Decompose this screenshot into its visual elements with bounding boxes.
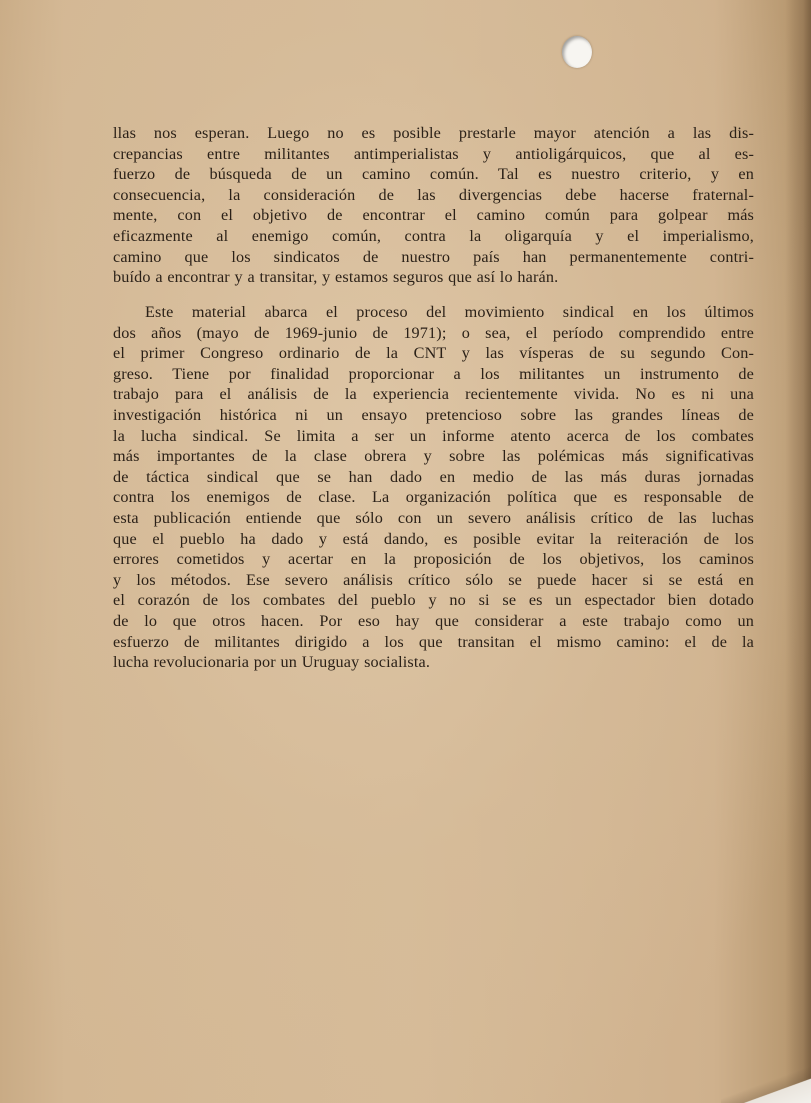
text-line: eficazmente al enemigo común, contra la oligarquía y el imperialismo, xyxy=(113,226,754,245)
text-line: esfuerzo de militantes dirigido a los que transitan el mismo camino: el de la xyxy=(113,632,754,651)
text-line: que el pueblo ha dado y está dando, es posible evitar la reiteración de los xyxy=(113,529,754,548)
text-line: investigación histórica ni un ensayo pretencioso sobre las grandes líneas de xyxy=(113,405,754,424)
paragraph-2 xyxy=(113,302,754,673)
text-line: consecuencia, la consideración de las divergencias debe hacerse fraternal- xyxy=(113,185,754,204)
text-line: el corazón de los combates del pueblo y no si se es un espectador bien dotado xyxy=(113,591,754,610)
page-edge-shadow xyxy=(785,0,811,1103)
text-line: contra los enemigos de clase. La organización política que es responsable de xyxy=(113,488,754,507)
text-line: dos años (mayo de 1969-junio de 1971); o sea, el período comprendido entre xyxy=(113,323,754,342)
text-line: errores cometidos y acertar en la proposición de los objetivos, los caminos xyxy=(113,550,754,569)
text-line: camino que los sindicatos de nuestro país han permanentemente contri- xyxy=(113,247,754,266)
text-line: lucha revolucionaria por un Uruguay socialista. xyxy=(113,653,431,672)
text-line: el primer Congreso ordinario de la CNT y las vísperas de su segundo Con- xyxy=(113,344,754,363)
text-line: la lucha sindical. Se limita a ser un informe atento acerca de los combates xyxy=(113,426,754,445)
text-line: greso. Tiene por finalidad proporcionar a los militantes un instrumento de xyxy=(113,364,754,383)
torn-corner xyxy=(721,1053,811,1103)
text-line: de táctica sindical que se han dado en medio de las más duras jornadas xyxy=(113,467,754,486)
punch-hole xyxy=(562,36,592,68)
paragraph-1 xyxy=(113,123,754,288)
text-line: llas nos esperan. Luego no es posible prestarle mayor atención a las dis- xyxy=(113,124,754,142)
text-line: crepancias entre militantes antimperialistas y antioligárquicos, que al es- xyxy=(113,144,754,163)
text-line: de lo que otros hacen. Por eso hay que considerar a este trabajo como un xyxy=(113,611,754,630)
text-line: y los métodos. Ese severo análisis crítico sólo se puede hacer si se está en xyxy=(113,570,754,589)
text-line: fuerzo de búsqueda de un camino común. Tal es nuestro criterio, y en xyxy=(113,165,754,184)
text-line: trabajo para el análisis de la experiencia recientemente vivida. No es ni una xyxy=(113,385,754,404)
text-line: más importantes de la clase obrera y sobre las polémicas más significativas xyxy=(113,447,754,466)
text-line: esta publicación entiende que sólo con un severo análisis crítico de las luchas xyxy=(113,508,754,527)
text-line: buído a encontrar y a transitar, y estamos seguros que así lo harán. xyxy=(113,268,559,287)
text-line: mente, con el objetivo de encontrar el camino común para golpear más xyxy=(113,206,754,225)
text-line: Este material abarca el proceso del movimiento sindical en los últimos xyxy=(145,303,754,321)
